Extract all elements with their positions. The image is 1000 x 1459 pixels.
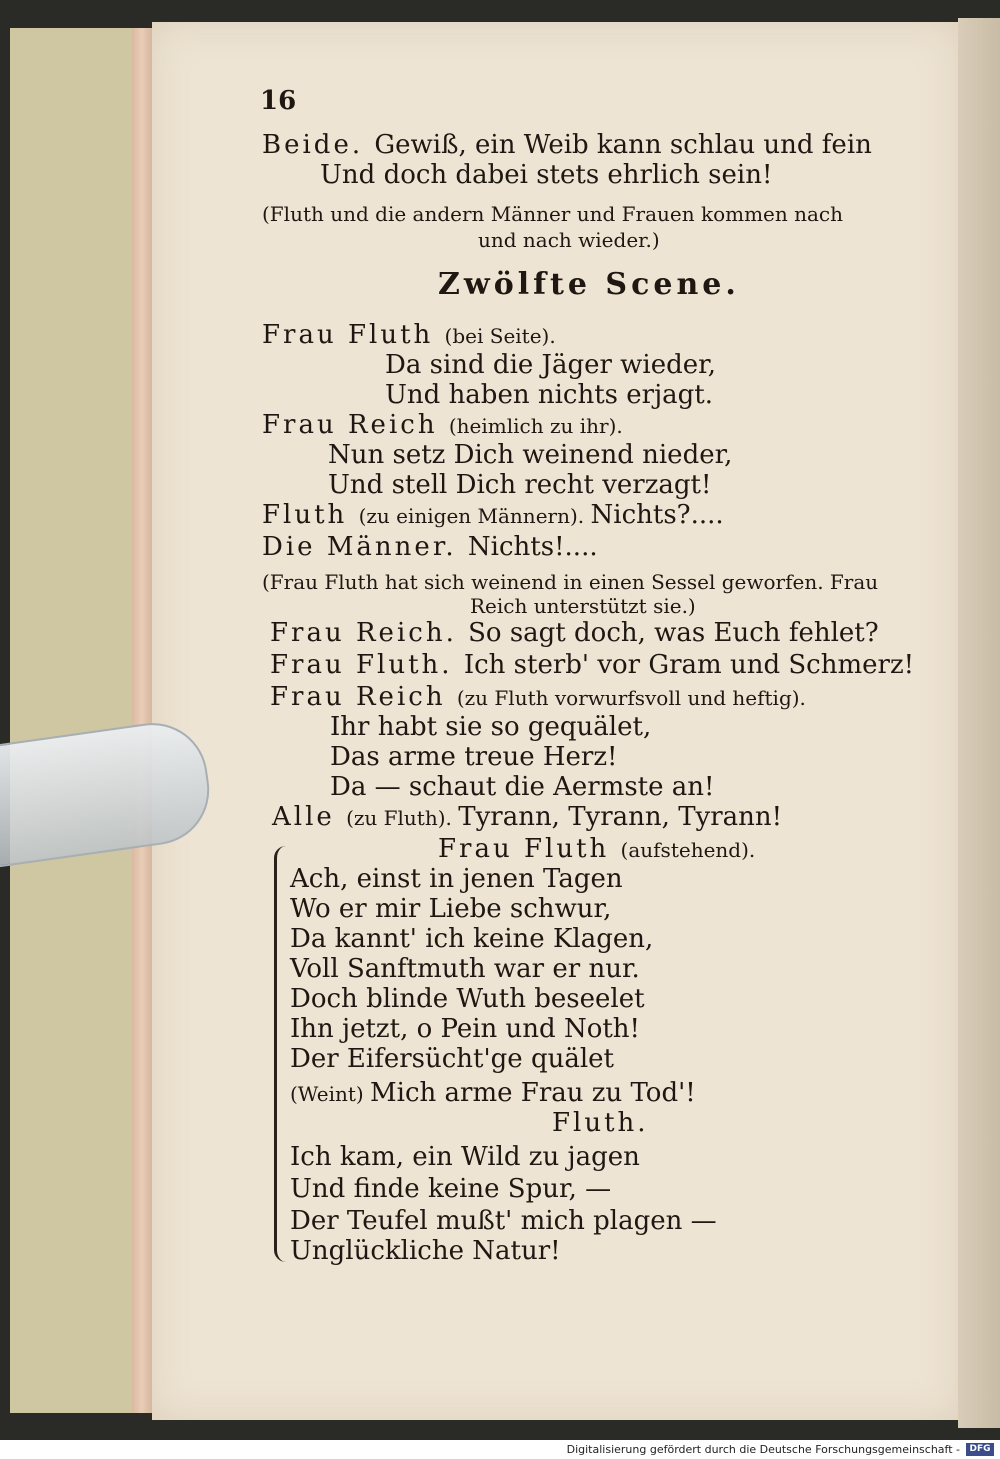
speaker-line <box>270 652 914 678</box>
line-text: Tyrann, Tyrann, Tyrann! <box>458 802 783 832</box>
speaker-name: Frau Fluth <box>438 834 621 864</box>
line-text: Wo er mir Liebe schwur, <box>290 894 612 924</box>
verse-line <box>290 926 653 952</box>
speaker-name: Frau Fluth <box>262 320 445 350</box>
speaker-line <box>262 412 629 438</box>
speaker-line <box>272 804 782 830</box>
stage-direction-text: Reich unterstützt sie.) <box>470 594 703 618</box>
speaker-name: Frau Fluth. <box>270 650 464 680</box>
line-text: Und finde keine Spur, — <box>290 1174 612 1204</box>
line-text: Da sind die Jäger wieder, <box>385 350 717 380</box>
verse-line <box>385 352 716 378</box>
verse-line <box>320 162 772 188</box>
verse-line <box>330 744 618 770</box>
speaker-line <box>438 836 762 862</box>
verse-line <box>330 774 714 800</box>
line-text: Unglückliche Natur! <box>290 1236 561 1266</box>
stage-direction <box>470 592 702 618</box>
verse-line <box>328 442 732 468</box>
verse-line <box>328 472 711 498</box>
speaker-name: Die Männer. <box>262 532 468 562</box>
speaker-name: Frau Reich. <box>270 618 469 648</box>
line-text: Das arme treue Herz! <box>330 742 618 772</box>
stage-direction-text: (Frau Fluth hat sich weinend in einen Sessel geworfen. Frau <box>262 570 885 594</box>
line-text: Doch blinde Wuth beseelet <box>290 984 645 1014</box>
verse-line <box>290 866 623 892</box>
speaker-name: Alle <box>272 802 347 832</box>
line-text: Gewiß, ein Weib kann schlau und fein <box>374 130 872 160</box>
stage-direction-text: (zu Fluth). <box>346 806 459 830</box>
line-text: Und haben nichts erjagt. <box>385 380 714 410</box>
line-text: Da — schaut die Aermste an! <box>330 772 715 802</box>
speaker-line <box>262 534 598 560</box>
stage-direction-text: (aufstehend). <box>620 838 762 862</box>
page-number: 16 <box>260 86 297 116</box>
speaker-line <box>262 132 872 158</box>
line-text: Der Teufel mußt' mich plagen — <box>290 1206 717 1236</box>
stage-direction-text: (zu Fluth vorwurfsvoll und heftig). <box>456 686 813 710</box>
line-text: Ich kam, ein Wild zu jagen <box>290 1142 640 1172</box>
verse-line <box>290 1208 717 1234</box>
verse-line <box>290 1016 640 1042</box>
dfg-logo: DFG <box>966 1443 994 1456</box>
stage-direction <box>262 568 885 594</box>
stage-direction <box>262 200 849 226</box>
verse-line <box>385 382 713 408</box>
verse-line <box>290 1144 640 1170</box>
speaker-line <box>262 502 724 528</box>
line-text: Voll Sanftmuth war er nur. <box>290 954 640 984</box>
line-text: Und stell Dich recht verzagt! <box>328 470 712 500</box>
line-text: So sagt doch, was Euch fehlet? <box>468 618 879 648</box>
line-text: Ihr habt sie so gequälet, <box>330 712 652 742</box>
line-text: Nichts!.... <box>467 532 598 562</box>
speaker-line <box>270 620 879 646</box>
line-text: Mich arme Frau zu Tod'! <box>370 1078 696 1108</box>
speaker-line <box>270 684 812 710</box>
verse-line <box>290 1080 696 1106</box>
verse-line <box>290 1238 561 1264</box>
footer-bar <box>0 1440 1000 1459</box>
speaker-line <box>262 322 562 348</box>
scene-heading-text: Zwölfte Scene. <box>438 267 740 302</box>
verse-line <box>330 714 651 740</box>
line-text: Da kannt' ich keine Klagen, <box>290 924 654 954</box>
line-text: Ach, einst in jenen Tagen <box>290 864 623 894</box>
verse-line <box>290 896 611 922</box>
speaker-line <box>552 1110 660 1136</box>
line-text: Nun setz Dich weinend nieder, <box>328 440 733 470</box>
speaker-name: Frau Reich <box>270 682 457 712</box>
verse-line <box>290 1046 614 1072</box>
verse-line <box>290 956 640 982</box>
stage-direction-text: (heimlich zu ihr). <box>448 414 630 438</box>
line-text: Und doch dabei stets ehrlich sein! <box>320 160 773 190</box>
stage-direction-text: (Fluth und die andern Männer und Frauen kommen nach <box>262 202 850 226</box>
speaker-name: Beide. <box>262 130 375 160</box>
stage-direction-text: und nach wieder.) <box>478 228 667 252</box>
stage-direction-text: (Weint) <box>290 1082 371 1106</box>
footer-credit: Digitalisierung gefördert durch die Deutsche Forschungsgemeinschaft - <box>566 1443 960 1456</box>
stage-direction <box>478 226 666 252</box>
verse-line <box>290 1176 611 1202</box>
scene-heading <box>438 267 740 302</box>
speaker-name: Frau Reich <box>262 410 449 440</box>
facing-page-edge <box>958 18 1000 1428</box>
line-text: Der Eifersücht'ge quälet <box>290 1044 614 1074</box>
verse-line <box>290 986 645 1012</box>
stage-direction-text: (bei Seite). <box>444 324 563 348</box>
speaker-name: Fluth. <box>552 1108 660 1138</box>
speaker-name: Fluth <box>262 500 359 530</box>
line-text: Nichts?.... <box>590 500 724 530</box>
stage-direction-text: (zu einigen Männern). <box>358 504 591 528</box>
line-text: Ihn jetzt, o Pein und Noth! <box>290 1014 640 1044</box>
line-text: Ich sterb' vor Gram und Schmerz! <box>463 650 915 680</box>
